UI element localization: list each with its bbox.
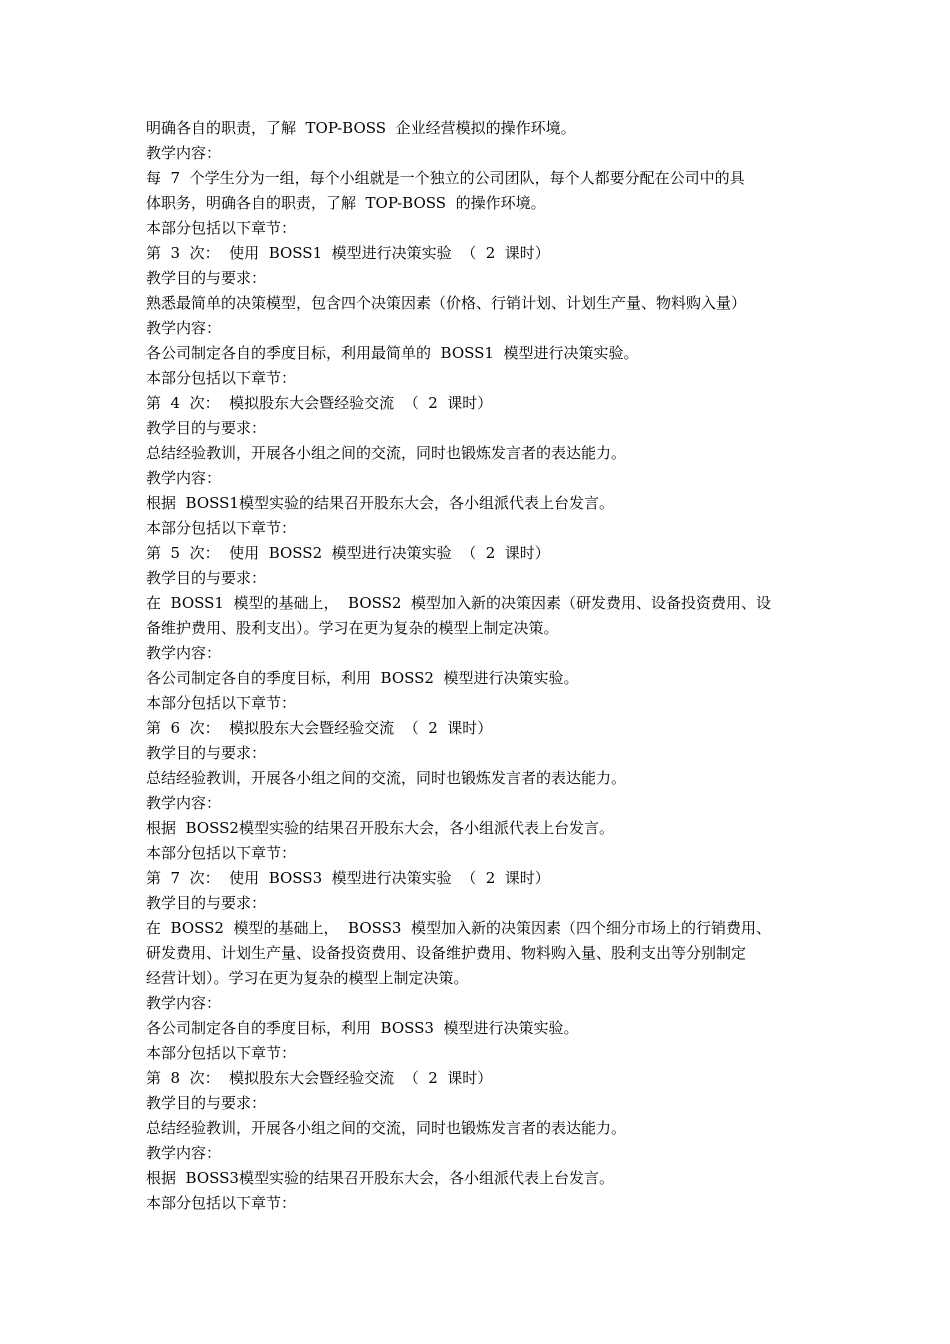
section-label: 教学目的与要求： <box>146 569 267 587</box>
section-label: 教学内容： <box>146 794 222 812</box>
session-heading: 第 6 次： 模拟股东大会暨经验交流 （ 2 课时） <box>146 719 493 737</box>
text-line: 各公司制定各自的季度目标，利用 BOSS3 模型进行决策实验。 <box>146 1019 579 1037</box>
section-label: 本部分包括以下章节： <box>146 694 297 712</box>
text-line: 根据 BOSS1模型实验的结果召开股东大会，各小组派代表上台发言。 <box>146 494 614 512</box>
text-line: 各公司制定各自的季度目标，利用最简单的 BOSS1 模型进行决策实验。 <box>146 344 639 362</box>
text-line: 每 7 个学生分为一组，每个小组就是一个独立的公司团队，每个人都要分配在公司中的具 <box>146 169 745 187</box>
text-line: 总结经验教训，开展各小组之间的交流，同时也锻炼发言者的表达能力。 <box>146 769 627 787</box>
section-label: 教学内容： <box>146 469 222 487</box>
text-line: 明确各自的职责，了解 TOP-BOSS 企业经营模拟的操作环境。 <box>146 119 576 137</box>
text-line: 根据 BOSS3模型实验的结果召开股东大会，各小组派代表上台发言。 <box>146 1169 614 1187</box>
session-heading: 第 5 次： 使用 BOSS2 模型进行决策实验 （ 2 课时） <box>146 544 550 562</box>
text-line: 研发费用、计划生产量、设备投资费用、设备维护费用、物料购入量、股利支出等分别制定 <box>146 944 747 962</box>
section-label: 教学内容： <box>146 1144 222 1162</box>
section-label: 教学内容： <box>146 319 222 337</box>
text-line: 备维护费用、股利支出）。学习在更为复杂的模型上制定决策。 <box>146 619 559 637</box>
document-body <box>146 116 816 1216</box>
section-label: 本部分包括以下章节： <box>146 369 297 387</box>
text-line: 经营计划）。学习在更为复杂的模型上制定决策。 <box>146 969 469 987</box>
section-label: 本部分包括以下章节： <box>146 519 297 537</box>
session-heading: 第 7 次： 使用 BOSS3 模型进行决策实验 （ 2 课时） <box>146 869 550 887</box>
section-label: 教学目的与要求： <box>146 1094 267 1112</box>
section-label: 本部分包括以下章节： <box>146 1194 297 1212</box>
text-line: 体职务，明确各自的职责，了解 TOP-BOSS 的操作环境。 <box>146 194 546 212</box>
section-label: 教学目的与要求： <box>146 744 267 762</box>
section-label: 教学内容： <box>146 994 222 1012</box>
session-heading: 第 3 次： 使用 BOSS1 模型进行决策实验 （ 2 课时） <box>146 244 550 262</box>
text-line: 总结经验教训，开展各小组之间的交流，同时也锻炼发言者的表达能力。 <box>146 444 627 462</box>
text-line: 在 BOSS2 模型的基础上， BOSS3 模型加入新的决策因素（四个细分市场上的行销费用、 <box>146 919 772 937</box>
section-label: 本部分包括以下章节： <box>146 844 297 862</box>
section-label: 教学目的与要求： <box>146 894 267 912</box>
section-label: 本部分包括以下章节： <box>146 219 297 237</box>
section-label: 教学目的与要求： <box>146 269 267 287</box>
text-line: 各公司制定各自的季度目标，利用 BOSS2 模型进行决策实验。 <box>146 669 579 687</box>
text-line: 在 BOSS1 模型的基础上， BOSS2 模型加入新的决策因素（研发费用、设备投资费用、设 <box>146 594 772 612</box>
text-line: 熟悉最简单的决策模型，包含四个决策因素（价格、行销计划、计划生产量、物料购入量） <box>146 294 747 312</box>
session-heading: 第 8 次： 模拟股东大会暨经验交流 （ 2 课时） <box>146 1069 493 1087</box>
section-label: 教学目的与要求： <box>146 419 267 437</box>
text-line: 总结经验教训，开展各小组之间的交流，同时也锻炼发言者的表达能力。 <box>146 1119 627 1137</box>
text-line: 根据 BOSS2模型实验的结果召开股东大会，各小组派代表上台发言。 <box>146 819 614 837</box>
section-label: 教学内容： <box>146 644 222 662</box>
session-heading: 第 4 次： 模拟股东大会暨经验交流 （ 2 课时） <box>146 394 493 412</box>
section-label: 本部分包括以下章节： <box>146 1044 297 1062</box>
section-label: 教学内容： <box>146 144 222 162</box>
